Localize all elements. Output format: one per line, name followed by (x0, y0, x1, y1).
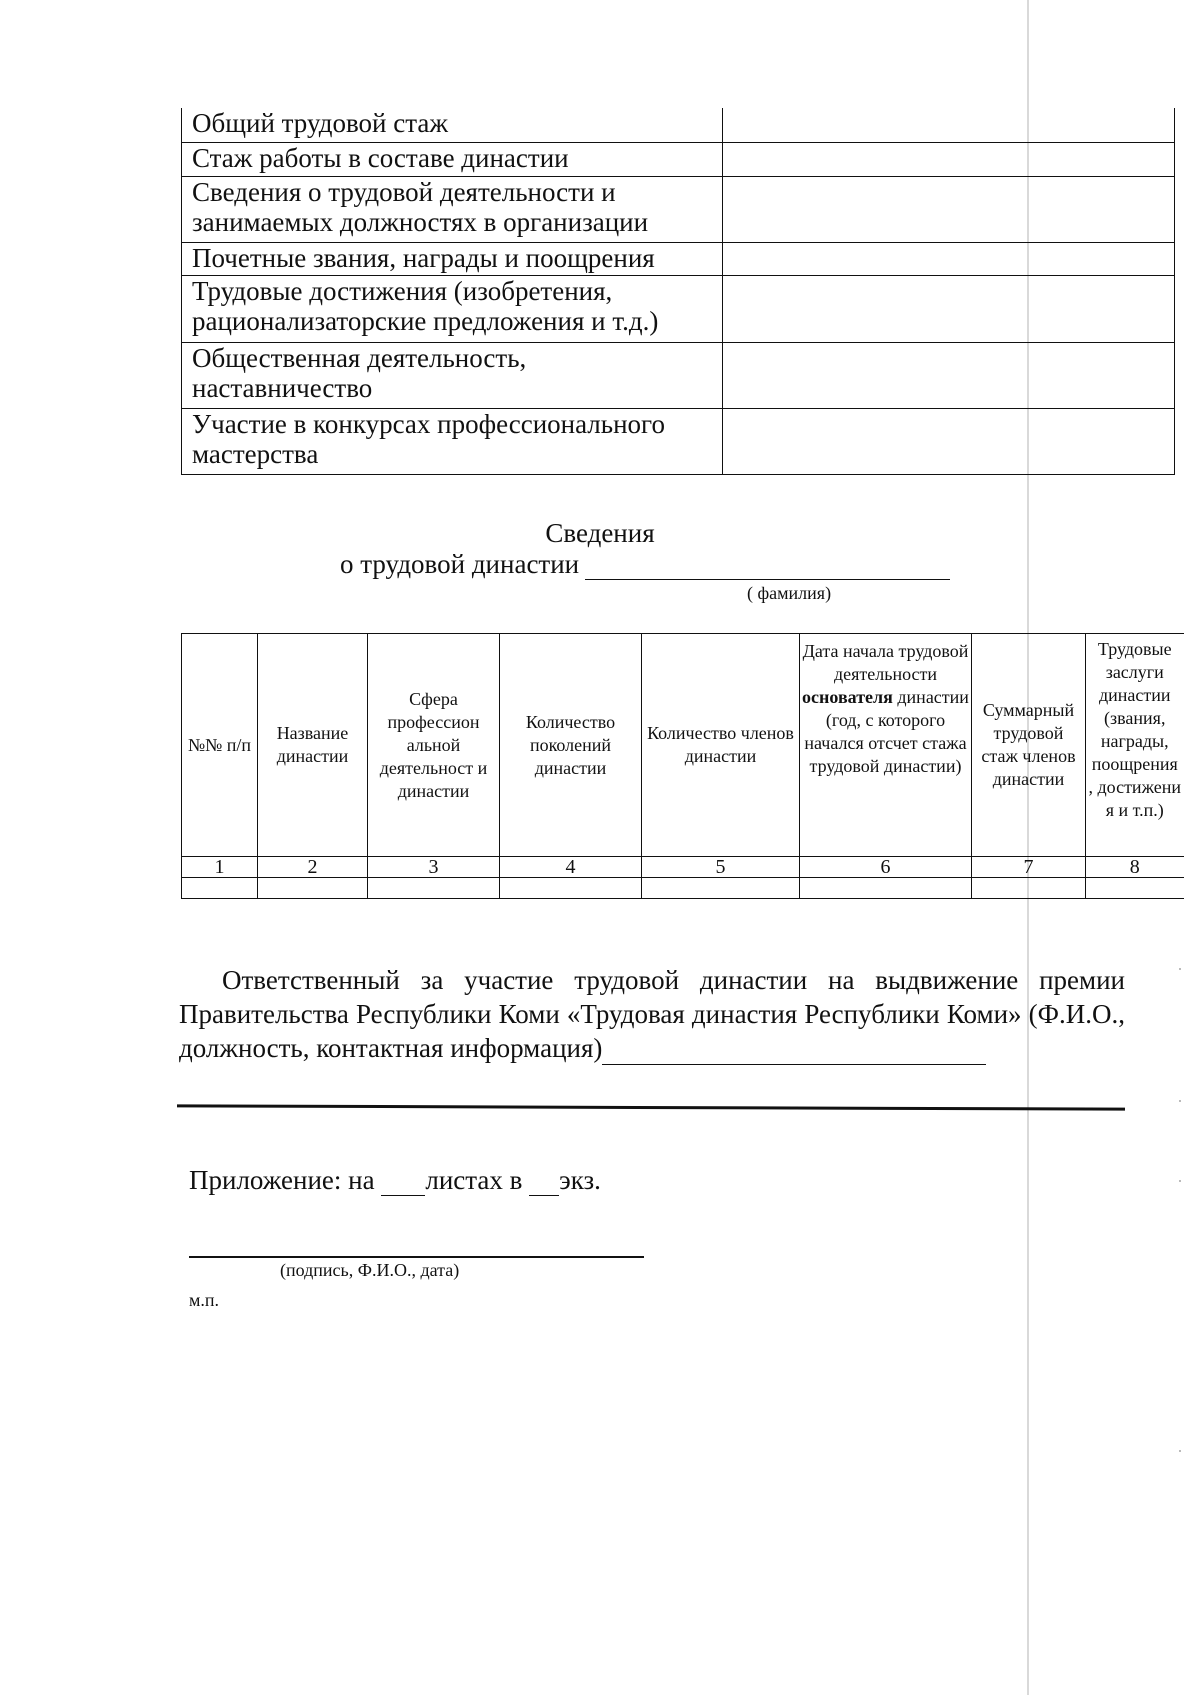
row-value[interactable] (723, 242, 1175, 275)
empty-cell[interactable] (368, 878, 500, 899)
scan-dot (1179, 1100, 1181, 1102)
number-row (182, 857, 1184, 878)
table-row (182, 342, 1175, 408)
col-number: 3 (368, 857, 500, 878)
header-cell-members: Количество членов династии (642, 634, 800, 857)
scan-dot (1179, 1450, 1181, 1452)
appendix-middle: листах в (425, 1165, 523, 1195)
row-value[interactable] (723, 142, 1175, 176)
section-title: Сведения (545, 518, 655, 548)
table-row (182, 176, 1175, 242)
row-value[interactable] (723, 342, 1175, 408)
table-row (182, 275, 1175, 342)
header6-bold: основателя (802, 687, 893, 707)
row-value[interactable] (723, 408, 1175, 474)
header-cell-number: №№ п/п (182, 634, 258, 857)
header-cell-start-date (800, 634, 972, 857)
table-row (182, 242, 1175, 275)
header-cell-sphere: Сфера профессион альной деятельност и династии (368, 634, 500, 857)
col-number: 1 (182, 857, 258, 878)
table-row (182, 142, 1175, 176)
table-row (182, 408, 1175, 474)
surname-note: ( фамилия) (747, 583, 832, 603)
sheets-blank[interactable] (381, 1173, 425, 1196)
header-cell-merits: Трудовые заслуги династии (звания, награды, поощрения , достижени я и т.п.) (1086, 634, 1184, 857)
col-number: 5 (642, 857, 800, 878)
scan-dot (1179, 1180, 1181, 1182)
signature-line[interactable] (189, 1256, 644, 1258)
stamp-place: м.п. (189, 1290, 220, 1310)
empty-cell[interactable] (182, 878, 258, 899)
col-number: 8 (1086, 857, 1184, 878)
empty-cell[interactable] (258, 878, 368, 899)
header-row (182, 634, 1184, 857)
header-cell-name: Название династии (258, 634, 368, 857)
appendix-suffix: экз. (559, 1165, 601, 1195)
table-row (182, 108, 1175, 142)
profile-table (181, 108, 1175, 475)
header-cell-total-experience: Суммарный трудовой стаж членов династии (972, 634, 1086, 857)
empty-cell[interactable] (642, 878, 800, 899)
header-cell-generations: Количество поколений династии (500, 634, 642, 857)
empty-cell[interactable] (800, 878, 972, 899)
responsible-extra-line[interactable] (177, 1104, 1125, 1110)
copies-blank[interactable] (529, 1173, 559, 1196)
dynasty-table (181, 633, 1184, 899)
row-label: Общий трудовой стаж (182, 108, 723, 142)
row-label: Общественная деятельность, наставничество (182, 342, 723, 408)
header6-text: Дата начала трудовой деятельности (802, 641, 969, 684)
col-number: 7 (972, 857, 1086, 878)
row-label: Стаж работы в составе династии (182, 142, 723, 176)
row-value[interactable] (723, 176, 1175, 242)
row-label: Трудовые достижения (изобретения, рационализаторские предложения и т.д.) (182, 275, 723, 342)
empty-cell[interactable] (972, 878, 1086, 899)
scan-dot (1179, 968, 1181, 970)
col-number: 4 (500, 857, 642, 878)
row-label: Почетные звания, награды и поощрения (182, 242, 723, 275)
empty-cell[interactable] (1086, 878, 1184, 899)
empty-cell[interactable] (500, 878, 642, 899)
row-value[interactable] (723, 275, 1175, 342)
row-label: Сведения о трудовой деятельности и занимаемых должностях в организации (182, 176, 723, 242)
col-number: 2 (258, 857, 368, 878)
table-row (182, 878, 1184, 899)
row-label: Участие в конкурсах профессионального мастерства (182, 408, 723, 474)
responsible-paragraph (179, 963, 1125, 1065)
appendix-line (189, 1165, 601, 1196)
header6-rest: династии (год, с которого начался отсчет стажа трудовой династии) (804, 687, 969, 776)
section-subtitle (340, 549, 950, 580)
responsible-fill-line[interactable] (602, 1040, 986, 1065)
signature-note: (подпись, Ф.И.О., дата) (280, 1260, 460, 1280)
appendix-prefix: Приложение: на (189, 1165, 375, 1195)
row-value[interactable] (723, 108, 1175, 142)
subtitle-text: о трудовой династии (340, 549, 580, 579)
col-number: 6 (800, 857, 972, 878)
surname-blank[interactable] (585, 553, 950, 580)
responsible-text: Ответственный за участие трудовой династии на выдвижение премии Правительства Республики Коми «Трудовая династия Республики Коми» (Ф.И.О., должность, контактная информация) (179, 965, 1125, 1063)
